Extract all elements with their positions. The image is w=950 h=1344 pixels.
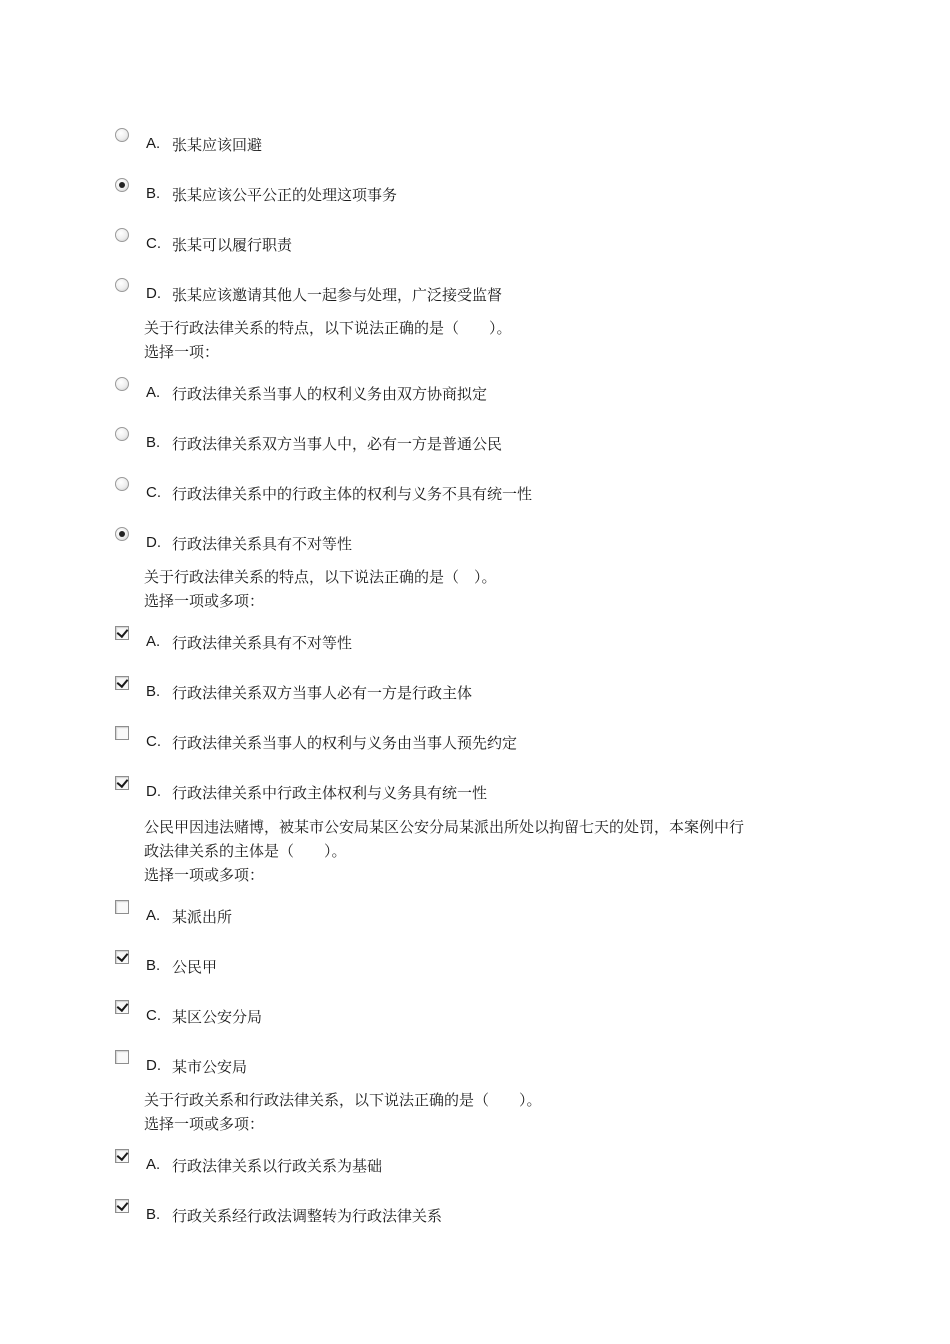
option-text: 张某应该公平公正的处理这项事务 xyxy=(172,186,398,204)
answer-option[interactable] xyxy=(115,228,835,258)
option-letter: C. xyxy=(146,484,161,501)
question-text: 关于行政关系和行政法律关系，以下说法正确的是（ ）。 xyxy=(144,1091,542,1109)
option-letter: B. xyxy=(146,957,161,974)
answer-option[interactable] xyxy=(115,1149,835,1179)
option-letter: A. xyxy=(146,1156,161,1173)
option-letter: C. xyxy=(146,1007,161,1024)
option-letter: B. xyxy=(146,683,161,700)
option-letter: A. xyxy=(146,633,161,650)
option-text: 某区公安分局 xyxy=(172,1008,263,1026)
option-text: 行政法律关系中行政主体权利与义务具有统一性 xyxy=(172,784,488,802)
answer-instruction: 选择一项或多项： xyxy=(144,592,265,610)
checkbox[interactable] xyxy=(115,950,129,964)
question-prompt xyxy=(144,316,824,364)
option-text: 张某应该邀请其他人一起参与处理，广泛接受监督 xyxy=(172,286,503,304)
question-text: 公民甲因违法赌博，被某市公安局某区公安分局某派出所处以拘留七天的处罚，本案例中行 xyxy=(144,818,745,836)
question-prompt xyxy=(144,565,824,613)
option-letter: A. xyxy=(146,384,161,401)
radio-button[interactable] xyxy=(115,178,129,192)
answer-option[interactable] xyxy=(115,377,835,407)
checkbox[interactable] xyxy=(115,626,129,640)
option-text: 行政法律关系当事人的权利义务由双方协商拟定 xyxy=(172,385,488,403)
answer-option[interactable] xyxy=(115,1050,835,1080)
question-text: 关于行政法律关系的特点，以下说法正确的是（ ）。 xyxy=(144,319,512,337)
radio-button[interactable] xyxy=(115,527,129,541)
answer-option[interactable] xyxy=(115,278,835,308)
question-text: 政法律关系的主体是（ ）。 xyxy=(144,842,347,860)
option-letter: C. xyxy=(146,733,161,750)
answer-instruction: 选择一项或多项： xyxy=(144,866,265,884)
question-prompt xyxy=(144,1088,824,1136)
answer-option[interactable] xyxy=(115,427,835,457)
option-text: 行政法律关系双方当事人中，必有一方是普通公民 xyxy=(172,435,503,453)
answer-option[interactable] xyxy=(115,676,835,706)
question-prompt xyxy=(144,815,824,887)
option-text: 行政法律关系具有不对等性 xyxy=(172,634,353,652)
option-letter: C. xyxy=(146,235,161,252)
option-text: 行政关系经行政法调整转为行政法律关系 xyxy=(172,1207,443,1225)
option-letter: D. xyxy=(146,783,161,800)
option-letter: D. xyxy=(146,1057,161,1074)
option-text: 某市公安局 xyxy=(172,1058,248,1076)
answer-instruction: 选择一项： xyxy=(144,343,220,361)
answer-option[interactable] xyxy=(115,1000,835,1030)
question-text: 关于行政法律关系的特点，以下说法正确的是（ ）。 xyxy=(144,568,497,586)
checkbox[interactable] xyxy=(115,1050,129,1064)
radio-button[interactable] xyxy=(115,128,129,142)
option-text: 行政法律关系双方当事人必有一方是行政主体 xyxy=(172,684,473,702)
checkbox[interactable] xyxy=(115,1149,129,1163)
checkbox[interactable] xyxy=(115,726,129,740)
option-letter: D. xyxy=(146,534,161,551)
option-letter: B. xyxy=(146,434,161,451)
radio-button[interactable] xyxy=(115,278,129,292)
radio-button[interactable] xyxy=(115,228,129,242)
answer-option[interactable] xyxy=(115,477,835,507)
checkbox[interactable] xyxy=(115,900,129,914)
answer-option[interactable] xyxy=(115,726,835,756)
checkbox[interactable] xyxy=(115,1000,129,1014)
option-letter: B. xyxy=(146,1206,161,1223)
checkbox[interactable] xyxy=(115,776,129,790)
answer-option[interactable] xyxy=(115,950,835,980)
answer-option[interactable] xyxy=(115,626,835,656)
option-letter: D. xyxy=(146,285,161,302)
checkbox[interactable] xyxy=(115,1199,129,1213)
answer-instruction: 选择一项或多项： xyxy=(144,1115,265,1133)
option-text: 某派出所 xyxy=(172,908,233,926)
option-text: 行政法律关系中的行政主体的权利与义务不具有统一性 xyxy=(172,485,533,503)
answer-option[interactable] xyxy=(115,900,835,930)
radio-button[interactable] xyxy=(115,377,129,391)
answer-option[interactable] xyxy=(115,527,835,557)
option-text: 公民甲 xyxy=(172,958,218,976)
option-text: 行政法律关系当事人的权利与义务由当事人预先约定 xyxy=(172,734,518,752)
radio-button[interactable] xyxy=(115,477,129,491)
option-letter: A. xyxy=(146,907,161,924)
answer-option[interactable] xyxy=(115,1199,835,1229)
answer-option[interactable] xyxy=(115,178,835,208)
option-text: 行政法律关系以行政关系为基础 xyxy=(172,1157,383,1175)
option-text: 张某应该回避 xyxy=(172,136,263,154)
answer-option[interactable] xyxy=(115,128,835,158)
radio-button[interactable] xyxy=(115,427,129,441)
checkbox[interactable] xyxy=(115,676,129,690)
option-letter: A. xyxy=(146,135,161,152)
answer-option[interactable] xyxy=(115,776,835,806)
option-letter: B. xyxy=(146,185,161,202)
option-text: 张某可以履行职责 xyxy=(172,236,293,254)
option-text: 行政法律关系具有不对等性 xyxy=(172,535,353,553)
